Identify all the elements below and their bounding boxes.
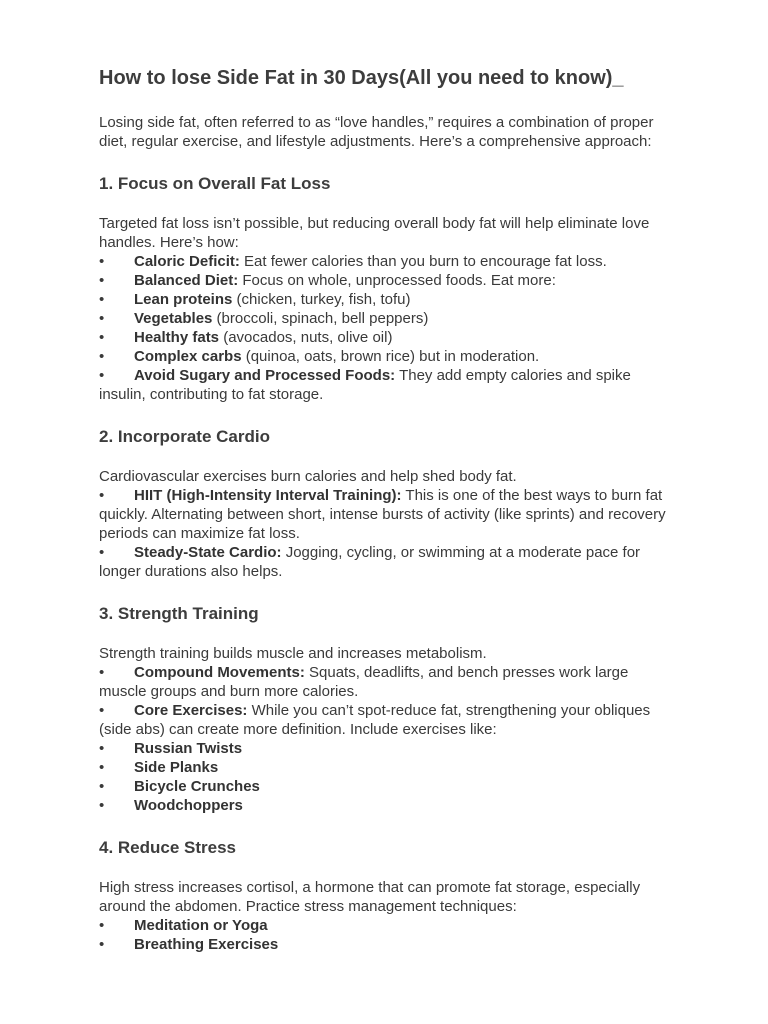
- list-item-text: This is one of the best ways to burn fat quickly. Alternating between short, intense bursts of activity (like sprints) and recovery periods can maximize fat loss.: [99, 487, 666, 542]
- list-item-bold: Avoid Sugary and Processed Foods:: [134, 367, 396, 384]
- bullet-icon: •: [99, 367, 105, 384]
- list-item-bold: Steady-State Cardio:: [134, 544, 282, 561]
- bullet-icon: •: [99, 778, 105, 795]
- list-item: [99, 271, 680, 290]
- section-strength-training: [99, 602, 680, 815]
- list-item: [99, 347, 680, 366]
- bullet-icon: •: [99, 759, 105, 776]
- list-item-text: They add empty calories and spike insulin, contributing to fat storage.: [99, 367, 631, 403]
- bullet-icon: •: [99, 544, 105, 561]
- bullet-icon: •: [99, 272, 105, 289]
- list-item-bold: Lean proteins: [134, 291, 233, 308]
- list-item: [99, 486, 680, 543]
- bullet-icon: •: [99, 740, 105, 757]
- bullet-icon: •: [99, 310, 105, 327]
- list-item-bold: Woodchoppers: [134, 797, 243, 814]
- list-item: [99, 777, 680, 796]
- list-item-bold: Meditation or Yoga: [134, 917, 268, 934]
- list-item-text: Jogging, cycling, or swimming at a moderate pace for longer durations also helps.: [99, 544, 641, 580]
- list-item-bold: Side Planks: [134, 759, 219, 776]
- list-item-bold: Core Exercises:: [134, 702, 248, 719]
- bullet-icon: •: [99, 936, 105, 953]
- list-item: [99, 328, 680, 347]
- list-item: [99, 309, 680, 328]
- list-item-bold: HIIT (High-Intensity Interval Training):: [134, 487, 402, 504]
- list-item: [99, 252, 680, 271]
- bullet-icon: •: [99, 917, 105, 934]
- section-lead: High stress increases cortisol, a hormone that can promote fat storage, especially around the abdomen. Practice stress management techniques:: [99, 879, 641, 915]
- list-item-text: (broccoli, spinach, bell peppers): [212, 310, 429, 327]
- list-item-bold: Breathing Exercises: [134, 936, 279, 953]
- list-item-bold: Russian Twists: [134, 740, 243, 757]
- bullet-icon: •: [99, 348, 105, 365]
- list-item: [99, 290, 680, 309]
- section-heading: 1. Focus on Overall Fat Loss: [99, 174, 331, 193]
- list-item: [99, 935, 680, 954]
- list-item-text: While you can’t spot-reduce fat, strengthening your obliques (side abs) can create more definition. Include exercises like:: [99, 702, 651, 738]
- list-item-bold: Vegetables: [134, 310, 213, 327]
- section-reduce-stress: [99, 836, 680, 954]
- section-incorporate-cardio: [99, 425, 680, 581]
- list-item: [99, 366, 680, 404]
- list-item: [99, 543, 680, 581]
- list-item-bold: Bicycle Crunches: [134, 778, 260, 795]
- bullet-icon: •: [99, 702, 105, 719]
- section-lead: Cardiovascular exercises burn calories and help shed body fat.: [99, 468, 517, 485]
- section-heading: 3. Strength Training: [99, 604, 259, 623]
- list-item: [99, 739, 680, 758]
- list-item-bold: Compound Movements:: [134, 664, 305, 681]
- section-lead: Strength training builds muscle and increases metabolism.: [99, 645, 487, 662]
- list-item-text: (quinoa, oats, brown rice) but in moderation.: [241, 348, 540, 365]
- bullet-icon: •: [99, 797, 105, 814]
- list-item-bold: Caloric Deficit:: [134, 253, 240, 270]
- list-item-bold: Complex carbs: [134, 348, 242, 365]
- list-item-text: Eat fewer calories than you burn to encourage fat loss.: [239, 253, 607, 270]
- bullet-icon: •: [99, 329, 105, 346]
- section-lead: Targeted fat loss isn’t possible, but reducing overall body fat will help eliminate love handles. Here’s how:: [99, 215, 650, 251]
- list-item: [99, 758, 680, 777]
- bullet-icon: •: [99, 487, 105, 504]
- section-overall-fat-loss: [99, 172, 680, 404]
- page-title: How to lose Side Fat in 30 Days(All you need to know)_: [99, 67, 624, 89]
- section-heading: 4. Reduce Stress: [99, 838, 237, 857]
- list-item-text: Focus on whole, unprocessed foods. Eat more:: [238, 272, 556, 289]
- list-item: [99, 663, 680, 701]
- section-heading: 2. Incorporate Cardio: [99, 427, 270, 446]
- list-item-text: (chicken, turkey, fish, tofu): [232, 291, 411, 308]
- list-item-bold: Healthy fats: [134, 329, 220, 346]
- bullet-icon: •: [99, 664, 105, 681]
- list-item: [99, 916, 680, 935]
- list-item: [99, 701, 680, 739]
- bullet-icon: •: [99, 253, 105, 270]
- list-item-text: (avocados, nuts, olive oil): [219, 329, 393, 346]
- intro-paragraph: Losing side fat, often referred to as “love handles,” requires a combination of proper diet, regular exercise, and lifestyle adjustments. Here’s a comprehensive approach:: [99, 114, 654, 150]
- list-item-text: Squats, deadlifts, and bench presses work large muscle groups and burn more calories.: [99, 664, 629, 700]
- list-item: [99, 796, 680, 815]
- list-item-bold: Balanced Diet:: [134, 272, 239, 289]
- bullet-icon: •: [99, 291, 105, 308]
